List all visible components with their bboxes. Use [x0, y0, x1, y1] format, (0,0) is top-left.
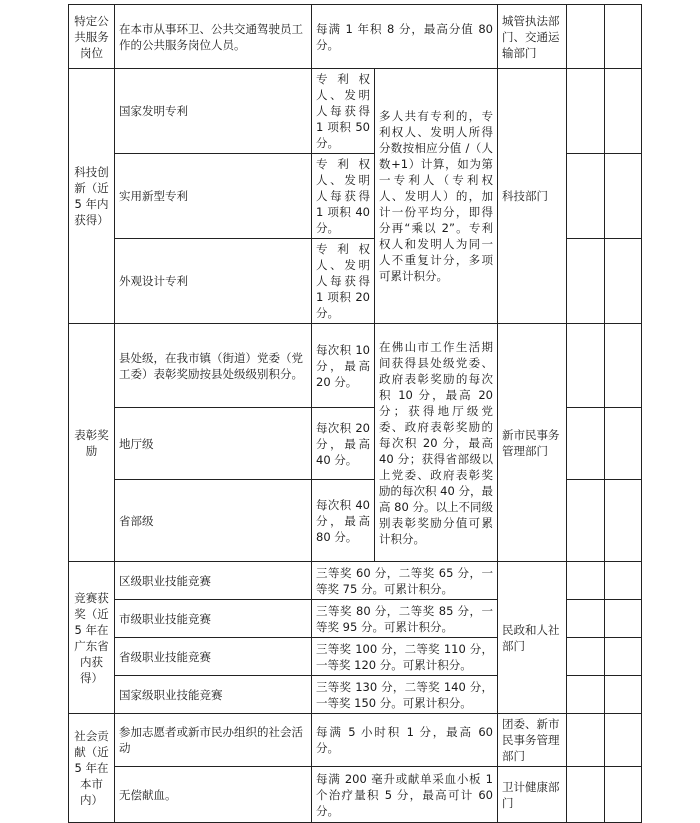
- blank-cell: [567, 154, 605, 239]
- table-row: [69, 767, 642, 823]
- score-cell: 每满 1 年积 8 分，最高分值 80 分。: [312, 5, 498, 69]
- item-cell: 省级职业技能竞赛: [115, 638, 312, 676]
- blank-cell: [605, 480, 642, 562]
- dept-cell: 城管执法部门、交通运输部门: [498, 5, 567, 69]
- item-cell: 无偿献血。: [115, 767, 312, 823]
- category-contest: 竞赛获奖（近 5 年在广东省内获得）: [69, 562, 115, 714]
- score-cell: 三等奖 130 分，二等奖 140 分，一等奖 150 分。可累计积分。: [312, 676, 498, 714]
- blank-cell: [567, 638, 605, 676]
- blank-cell: [605, 408, 642, 480]
- blank-cell: [567, 324, 605, 408]
- category-social: 社会贡献（近 5 年在本市内）: [69, 714, 115, 823]
- blank-cell: [567, 69, 605, 154]
- points-table: [68, 4, 642, 823]
- score-cell: 每次积 10 分，最高 20 分。: [312, 324, 375, 408]
- score-cell: 专利权人、发明人每获得 1 项积 50 分。: [312, 69, 375, 154]
- note-cell: 多人共有专利的，专利权人、发明人所得分数按相应分值 /（人数+1）计算，如为第一专利人（专利权人、发明人）的，加计一份平均分，即得分再“乘以 2”。专利权人和发明人为同一人不重复计分，多项可累计积分。: [375, 69, 498, 324]
- item-cell: 参加志愿者或新市民办组织的社会活动: [115, 714, 312, 767]
- dept-cell: 新市民事务管理部门: [498, 324, 567, 562]
- blank-cell: [605, 69, 642, 154]
- item-cell: 实用新型专利: [115, 154, 312, 239]
- table-row: [69, 324, 642, 408]
- score-cell: 三等奖 60 分，二等奖 65 分，一等奖 75 分。可累计积分。: [312, 562, 498, 600]
- table-row: [69, 5, 642, 69]
- blank-cell: [605, 600, 642, 638]
- blank-cell: [605, 714, 642, 767]
- item-cell: 县处级，在我市镇（街道）党委（党工委）表彰奖励按县处级级别积分。: [115, 324, 312, 408]
- blank-cell: [605, 562, 642, 600]
- dept-cell: 科技部门: [498, 69, 567, 324]
- category-special: 特定公共服务岗位: [69, 5, 115, 69]
- dept-cell: 团委、新市民事务管理部门: [498, 714, 567, 767]
- blank-cell: [567, 480, 605, 562]
- blank-cell: [567, 714, 605, 767]
- score-cell: 专利权人、发明人每获得 1 项积 40 分。: [312, 154, 375, 239]
- blank-cell: [567, 239, 605, 324]
- blank-cell: [567, 562, 605, 600]
- table-row: [69, 714, 642, 767]
- blank-cell: [605, 767, 642, 823]
- item-cell: 外观设计专利: [115, 239, 312, 324]
- note-cell: 在佛山市工作生活期间获得县处级党委、政府表彰奖励的每次积 10 分，最高 20 分；获得地厅级党委、政府表彰奖励的每次积 20 分，最高 40 分；获得省部级以上党委、政府表彰奖励的每次积 40 分，最高 80 分。以上不同级别表彰奖励分值可累计积分。: [375, 324, 498, 562]
- blank-cell: [605, 676, 642, 714]
- blank-cell: [567, 5, 605, 69]
- blank-cell: [567, 676, 605, 714]
- item-cell: 国家级职业技能竞赛: [115, 676, 312, 714]
- item-cell: 地厅级: [115, 408, 312, 480]
- blank-cell: [605, 638, 642, 676]
- score-cell: 每满 5 小时积 1 分，最高 60 分。: [312, 714, 498, 767]
- dept-cell: 卫计健康部门: [498, 767, 567, 823]
- category-tech: 科技创新（近 5 年内获得）: [69, 69, 115, 324]
- item-cell: 市级职业技能竞赛: [115, 600, 312, 638]
- blank-cell: [605, 5, 642, 69]
- blank-cell: [605, 239, 642, 324]
- blank-cell: [567, 767, 605, 823]
- blank-cell: [567, 408, 605, 480]
- item-cell: 区级职业技能竞赛: [115, 562, 312, 600]
- score-cell: 专利权人、发明人每获得 1 项积 20 分。: [312, 239, 375, 324]
- blank-cell: [567, 600, 605, 638]
- blank-cell: [605, 154, 642, 239]
- score-cell: 三等奖 100 分，二等奖 110 分，一等奖 120 分。可累计积分。: [312, 638, 498, 676]
- table-row: [69, 562, 642, 600]
- item-cell: 在本市从事环卫、公共交通驾驶员工作的公共服务岗位人员。: [115, 5, 312, 69]
- table-row: [69, 69, 642, 154]
- category-award: 表彰奖励: [69, 324, 115, 562]
- score-cell: 每次积 40 分，最高 80 分。: [312, 480, 375, 562]
- blank-cell: [605, 324, 642, 408]
- score-cell: 三等奖 80 分，二等奖 85 分，一等奖 95 分。可累计积分。: [312, 600, 498, 638]
- dept-cell: 民政和人社部门: [498, 562, 567, 714]
- item-cell: 国家发明专利: [115, 69, 312, 154]
- score-cell: 每次积 20 分，最高 40 分。: [312, 408, 375, 480]
- item-cell: 省部级: [115, 480, 312, 562]
- score-cell: 每满 200 毫升或献单采血小板 1 个治疗量积 5 分，最高可计 60 分。: [312, 767, 498, 823]
